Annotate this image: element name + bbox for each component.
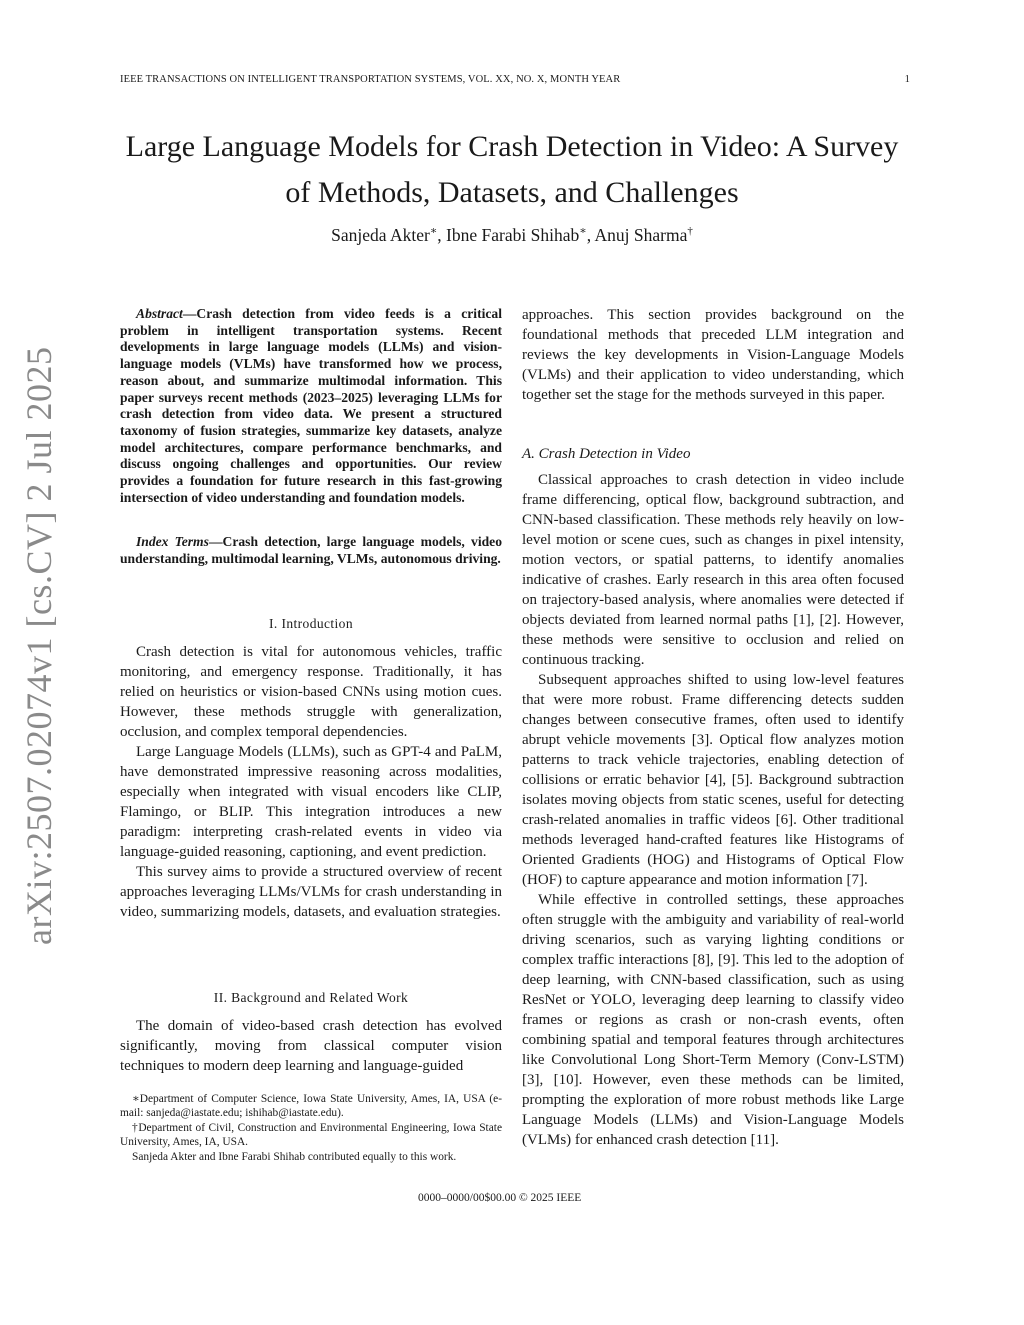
title-line-2: of Methods, Datasets, and Challenges — [285, 176, 739, 209]
author-2-mark: ∗ — [579, 225, 587, 237]
footnote: Sanjeda Akter and Ibne Farabi Shihab contributed equally to this work. — [132, 1150, 457, 1163]
abstract-text: —Crash detection from video feeds is a critical problem in intelligent transportation systems. Recent developments in large language models (LLMs) and vision-language models (VLMs) have transformed how we process, reason about, and summarize multimodal information. This paper surveys recent methods (2023–2025) leveraging LLMs for crash detection from video data. We present a structured taxonomy of fusion strategies, summarize key datasets, analyze model architectures, compare performance benchmarks, and discuss ongoing challenges and opportunities. Our review provides a foundation for future research in this fast-growing intersection of video understanding and foundation models. — [120, 306, 502, 505]
author-separator: , — [586, 224, 595, 245]
author-3-mark: † — [687, 225, 693, 237]
paragraph: Classical approaches to crash detection in video include frame differencing, optical flow, background subtraction, and CNN-based classification. These methods rely heavily on low-level motion or scene cues, such as changes in pixel intensity, motion vectors, or spatial patterns, to identify anomalies indicative of crashes. Early research in this area often focused on trajectory-based analysis, where anomalies were detected if objects deviated from learned normal paths [1], [2]. However, these methods were sensitive to occlusion and relied on continuous tracking. — [522, 472, 904, 668]
paragraph: Large Language Models (LLMs), such as GPT-4 and PaLM, have demonstrated impressive reasoning across modalities, especially when integrated with visual encoders like CLIP, Flamingo, or BLIP. This integration introduces a new paradigm: interpreting crash-related events in video via language-guided reasoning, captioning, and event prediction. — [120, 744, 502, 860]
abstract — [120, 306, 502, 506]
paper-title — [100, 124, 924, 216]
title-line-1: Large Language Models for Crash Detection in Video: A Survey — [125, 130, 899, 163]
author-separator: , — [437, 224, 447, 245]
background-body-left — [120, 1016, 502, 1076]
journal-name: IEEE TRANSACTIONS ON INTELLIGENT TRANSPORTATION SYSTEMS, VOL. XX, NO. X, MONTH YEAR — [120, 74, 621, 85]
paragraph: Crash detection is vital for autonomous vehicles, traffic monitoring, and emergency response. Traditionally, it has relied on heuristics or vision-based CNNs using motion cues. However, these methods struggle with generalization, occlusion, and complex temporal dependencies. — [120, 644, 502, 740]
index-terms-label: Index Terms — [136, 534, 209, 549]
copyright-notice: 0000–0000/00$00.00 © 2025 IEEE — [418, 1192, 582, 1204]
section-heading-introduction: I. Introduction — [269, 616, 353, 631]
introduction-body — [120, 642, 502, 922]
footnote: ∗Department of Computer Science, Iowa State University, Ames, IA, USA (e-mail: sanjeda@iastate.edu; ishihab@iastate.edu). — [120, 1093, 502, 1120]
paragraph: While effective in controlled settings, these approaches often struggle with the ambiguity and variability of real-world driving scenarios, such as varying lighting conditions or complex traffic interactions [8], [9]. This led to the adoption of deep learning, with CNN-based classification, such as using ResNet or YOLO, leveraging deep learning to classify video frames or regions as crash or non-crash events, often combining spatial and temporal features through architectures like Convolutional Long Short-Term Memory (Conv-LSTM) [3], [10]. However, even these methods can be limited, prompting the exploration of more robust methods like Large Language Models (LLMs) and Vision-Language Models (VLMs) for enhanced crash detection [11]. — [522, 892, 904, 1148]
paragraph: This survey aims to provide a structured overview of recent approaches leveraging LLMs/VLMs for crash understanding in video, summarizing models, datasets, and evaluation strategies. — [120, 864, 502, 920]
index-terms — [120, 534, 502, 567]
footnotes — [120, 1092, 502, 1164]
author-3: Anuj Sharma — [594, 224, 688, 245]
footnote: †Department of Civil, Construction and Environmental Engineering, Iowa State University, Ames, IA, USA. — [120, 1121, 502, 1149]
running-header — [120, 74, 910, 85]
paragraph: Subsequent approaches shifted to using low-level features that were more robust. Frame differencing detects sudden changes between consecutive frames, often used to identify abrupt vehicle movements [3]. Optical flow analyzes motion patterns to track vehicle trajectories, enabling detection of collisions or erratic behavior [4], [5]. Background subtraction isolates moving objects from static scenes, useful for detecting crash-related anomalies in traffic videos [6]. Other traditional methods leveraged hand-crafted features like Histograms of Oriented Gradients (HOG) and Histograms of Optical Flow (HOF) to capture appearance and motion information [7]. — [522, 672, 904, 888]
author-2: Ibne Farabi Shihab — [446, 224, 580, 245]
subsection-heading-crash-detection: A. Crash Detection in Video — [522, 446, 691, 462]
background-body-right — [522, 305, 904, 405]
author-1: Sanjeda Akter — [331, 224, 430, 245]
section-heading-background: II. Background and Related Work — [213, 990, 409, 1005]
paragraph: approaches. This section provides background on the foundational methods that preceded LLM integration and reviews the key developments in Vision-Language Models (VLMs) and their application to video understanding, which together set the stage for the methods surveyed in this paper. — [522, 307, 904, 403]
subsection-body — [522, 470, 904, 1150]
index-terms-text: —Crash detection, large language models, video understanding, multimodal learning, VLMs, autonomous driving. — [120, 534, 503, 566]
author-list — [100, 224, 924, 246]
page-number: 1 — [904, 74, 910, 85]
abstract-label: Abstract — [136, 306, 183, 321]
paragraph: The domain of video-based crash detection has evolved significantly, moving from classical computer vision techniques to modern deep learning and language-guided — [120, 1018, 502, 1074]
arxiv-watermark: arXiv:2507.02074v1 [cs.CV] 2 Jul 2025 — [19, 346, 59, 945]
author-1-mark: ∗ — [429, 225, 438, 237]
